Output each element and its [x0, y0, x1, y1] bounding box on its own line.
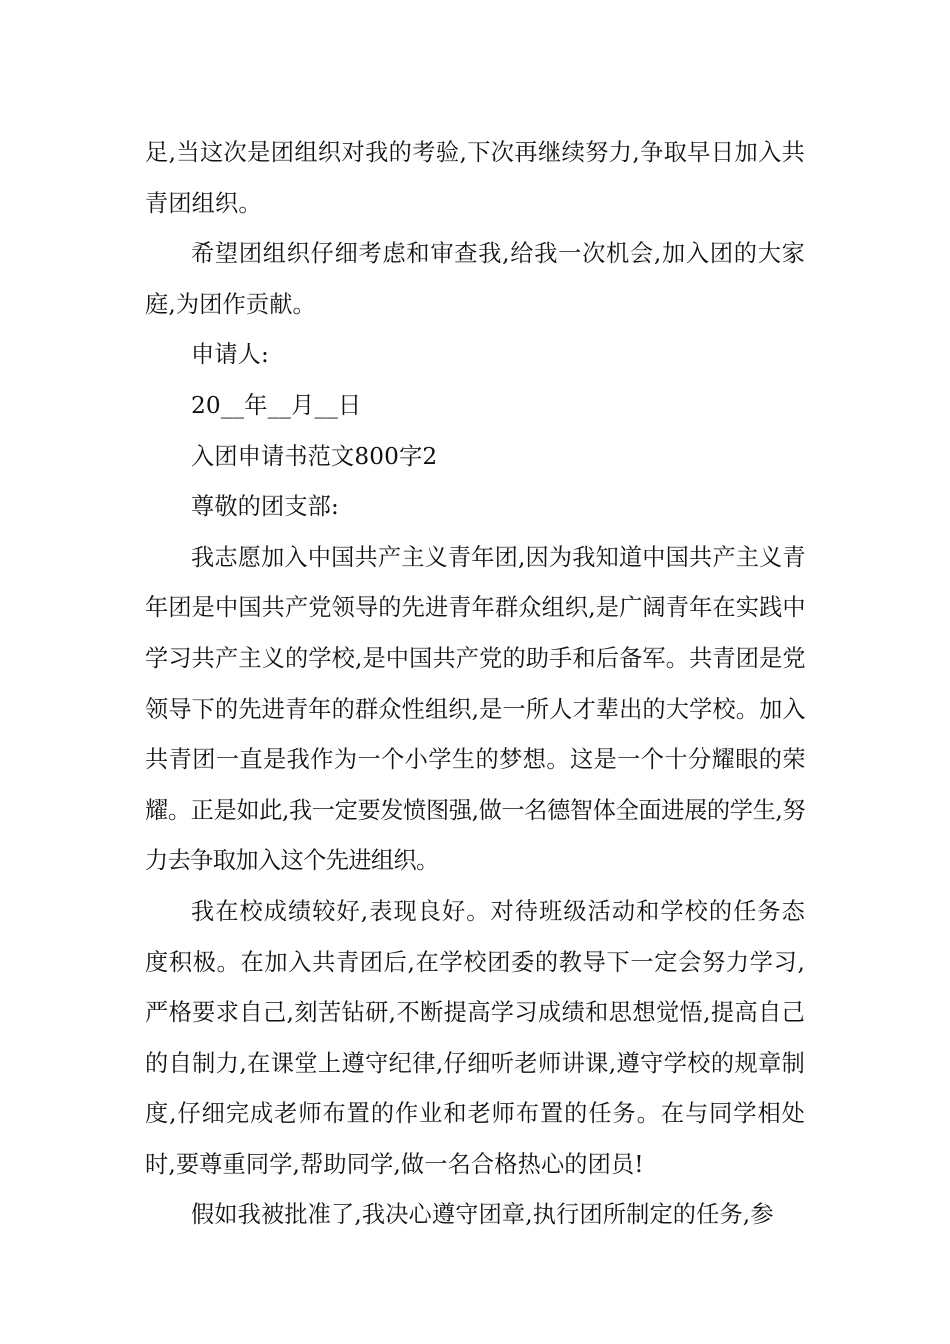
paragraph-commitment: 我在校成绩较好,表现良好。对待班级活动和学校的任务态度积极。在加入共青团后,在学校团委的教导下一定会努力学习,严格要求自己,刻苦钻研,不断提高学习成绩和思想觉悟,提高自己的自制力,在课堂上遵守纪律,仔细听老师讲课,遵守学校的规章制度,仔细完成老师布置的作业和老师布置的任务。在与同学相处时,要尊重同学,帮助同学,做一名合格热心的团员!: [145, 897, 805, 1178]
paragraph-hope: 希望团组织仔细考虑和审查我,给我一次机会,加入团的大家庭,为团作贡献。: [145, 240, 805, 318]
applicant-signature-line: 申请人:: [191, 341, 269, 369]
paragraph-pledge: 假如我被批准了,我决心遵守团章,执行团所制定的任务,参: [191, 1201, 774, 1229]
document-body: [145, 128, 805, 1241]
salutation: 尊敬的团支部:: [191, 493, 339, 521]
paragraph-motivation: 我志愿加入中国共产主义青年团,因为我知道中国共产主义青年团是中国共产党领导的先进青年群众组织,是广阔青年在实践中学习共产主义的学校,是中国共产党的助手和后备军。共青团是党领导下的先进青年的群众性组织,是一所人才辈出的大学校。加入共青团一直是我作为一个小学生的梦想。这是一个十分耀眼的荣耀。正是如此,我一定要发愤图强,做一名德智体全面进展的学生,努力去争取加入这个先进组织。: [145, 543, 805, 875]
section-title: 入团申请书范文800字2: [191, 442, 438, 470]
paragraph-continuation: 足,当这次是团组织对我的考验,下次再继续努力,争取早日加入共青团组织。: [145, 139, 805, 217]
date-line: 20__年__月__日: [191, 391, 362, 419]
